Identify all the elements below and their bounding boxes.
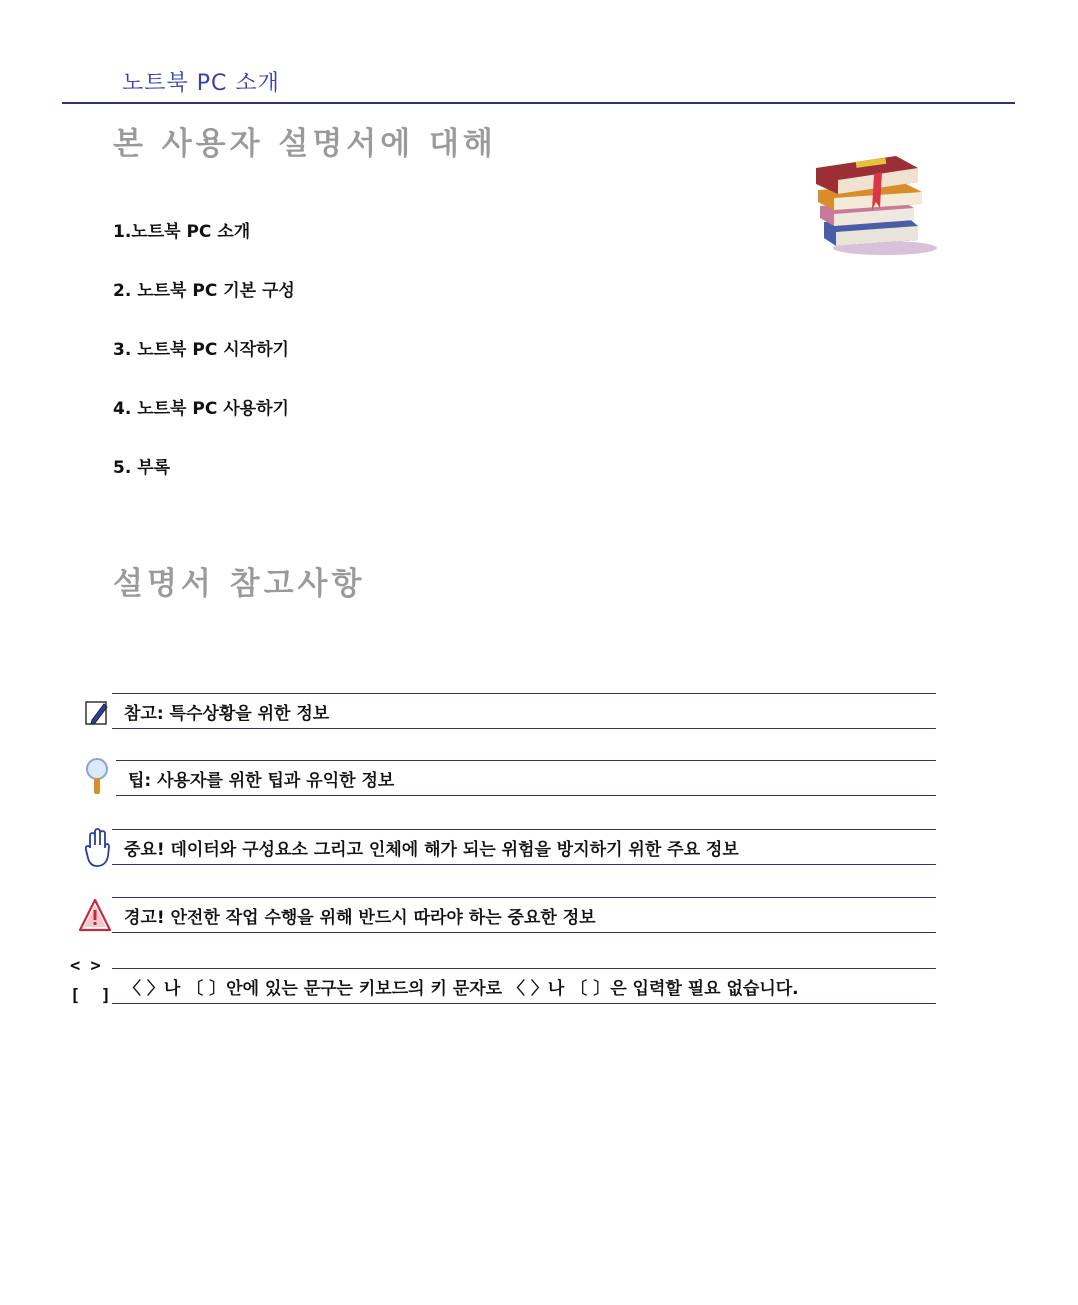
note-text-important: 중요! 데이터와 구성요소 그리고 인체에 해가 되는 위험을 방지하기 위한 주요 정보 — [124, 840, 739, 860]
magnifier-tip-icon — [82, 756, 112, 798]
note-row-important — [112, 829, 936, 865]
note-pencil-icon — [82, 694, 112, 734]
note-text-reference: 참고: 특수상황을 위한 정보 — [124, 704, 330, 724]
header-divider — [62, 102, 1015, 104]
note-text-tip: 팁: 사용자를 위한 팁과 유익한 정보 — [128, 771, 395, 791]
chapter-item-1: 1.노트북 PC 소개 — [113, 222, 251, 242]
note-text-warning: 경고! 안전한 작업 수행을 위해 반드시 따라야 하는 중요한 정보 — [124, 908, 596, 928]
note-text-keys: 〈 〉나 〔 〕안에 있는 문구는 키보드의 키 문자로 〈 〉나 〔 〕은 입력할 필요 없습니다. — [124, 979, 799, 999]
note-row-warning — [112, 897, 936, 933]
running-header-title: 노트북 PC 소개 — [122, 71, 280, 96]
chapter-item-3: 3. 노트북 PC 시작하기 — [113, 340, 289, 360]
books-stack-icon — [810, 150, 940, 260]
about-manual-title: 본 사용자 설명서에 대해 — [113, 126, 497, 162]
chapter-item-2: 2. 노트북 PC 기본 구성 — [113, 281, 295, 301]
angle-brackets-icon: < > — [70, 956, 101, 976]
chapter-item-5: 5. 부록 — [113, 458, 171, 478]
manual-notes-title: 설명서 참고사항 — [113, 566, 366, 602]
hand-important-icon — [82, 828, 112, 868]
note-row-tip — [116, 760, 936, 796]
note-row-reference — [112, 693, 936, 729]
square-brackets-icon: [ ] — [70, 986, 111, 1006]
chapter-item-4: 4. 노트북 PC 사용하기 — [113, 399, 289, 419]
warning-triangle-icon — [78, 896, 112, 936]
note-row-keys — [112, 968, 936, 1004]
